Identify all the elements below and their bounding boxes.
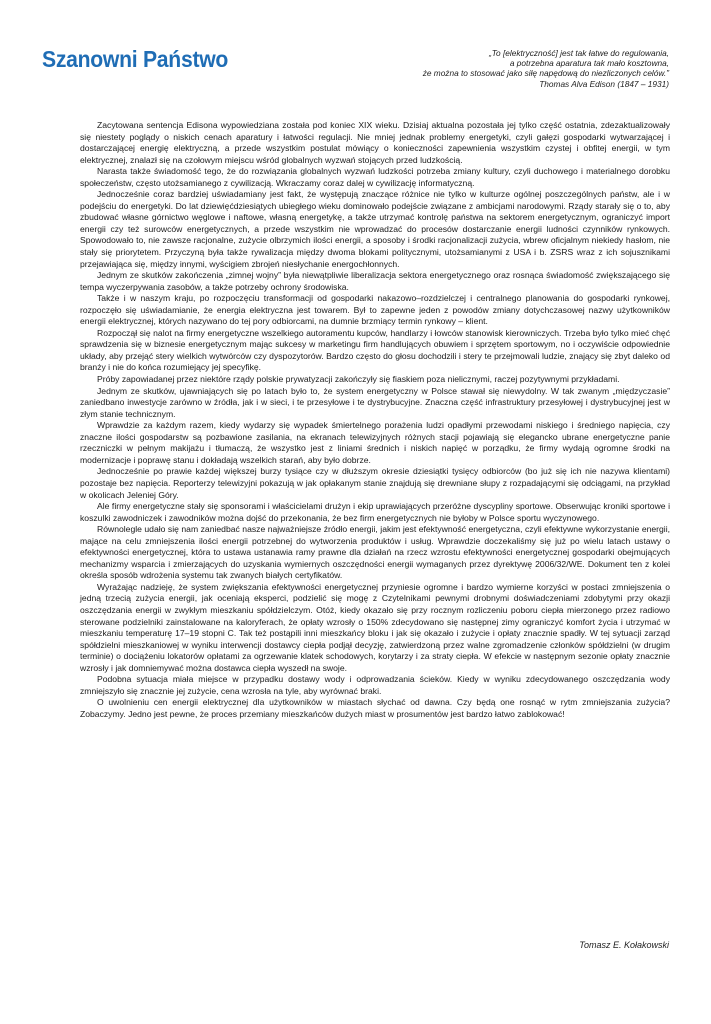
epigraph-line: że można to stosować jako siłę napędową do niezliczonych celów.” [422, 68, 669, 79]
paragraph: Wyrażając nadzieję, że system zwiększania efektywności energetycznej przyniesie ogromne i bardzo wymierne korzyści w postaci zmniejszenia o jedną trzecią zużycia energii, jak oceniają eksperci, podzielić się mogę z Czytelnikami pewnymi drobnymi doświadczeniami zdobytymi przy okazji oszczędzania energii w zwykłym mieszkaniu spółdzielczym. Otóż, kiedy okazało się przy rocznym rozliczeniu poboru ciepła mierzonego przez radiowo sterowane podzielniki zainstalowane na kaloryferach, że opłaty wzrosły o 150% zdecydowano się następnej zimy ograniczyć komfort życia i utrzymać w mieszkaniu temperaturę 17–19 stopni C. Tak też postąpili inni mieszkańcy bloku i jak się okazało i zużycie i opłaty znacznie spadły. W tej sytuacji zarząd spółdzielni mieszkaniowej w wyniku interwencji dostawcy ciepła podjął decyzję, zatwierdzoną przez walne zgromadzenie członków spółdzielni (w drugim terminie) o dociążeniu lokatorów opłatami za ogrzewanie klatek schodowych, korytarzy i za straty ciepła. W efekcie w następnym sezonie opłaty znacznie wzrosły i jak domniemywać można dostawca ciepła wyszedł na swoje. [80, 581, 670, 673]
epigraph-attribution: Thomas Alva Edison (1847 – 1931) [539, 78, 669, 89]
epigraph-quote [339, 48, 669, 89]
epigraph-line: „To [elektryczność] jest tak łatwe do regulowania, [488, 48, 669, 58]
paragraph: Jednym ze skutków zakończenia „zimnej wojny” była niewątpliwie liberalizacja sektora energetycznego oraz rosnąca świadomość zwiększającego się tempa wyczerpywania zasobów, a także potrzeby ochrony środowiska. [80, 270, 670, 292]
paragraph: Równolegle udało się nam zaniedbać nasze najważniejsze źródło energii, jakim jest efektywność energetyczna, czyli efektywne wykorzystanie energii, mające na celu zmniejszenia ilości energii potrzebnej do wytworzenia produktów i usług. Wprawdzie doczekaliśmy się już po wielu latach ustawy o efektywności energetycznej, która to ustawa ustanawia ramy prawne dla działań na rzecz wzrostu efektywności energetycznej gospodarki obejmujących mechanizmy wsparcia i zmierzających do uzyskania wymiernych oszczędności energii wymaganych przez dyrektywę 2006/32/WE. Dokument ten z kolei określa sposób wdrożenia systemu tak zwanych białych certyfikatów. [80, 524, 670, 581]
paragraph: Jednocześnie po prawie każdej większej burzy tysiące czy w dłuższym okresie dziesiątki tysięcy odbiorców (bo już się ich nie nazywa klientami) pozostaje bez napięcia. Reporterzy telewizyjni pokazują w jak opłakanym stanie znajdują się drewniane słupy z rozpadającymi się odciągami, na przykład w okolicach Jeleniej Góry. [80, 466, 670, 500]
epigraph-line: a potrzebna aparatura tak mało kosztowna, [509, 58, 669, 69]
paragraph: Ale firmy energetyczne stały się sponsorami i właścicielami drużyn i ekip uprawiających przeróżne dyscypliny sportowe. Obserwując kroniki sportowe i koszulki zawodniczek i zawodników można dojść do przekonania, że bez firm energetycznych nie byłoby w Polsce sportu wyczynowego. [80, 501, 670, 523]
paragraph: Rozpoczął się nalot na firmy energetyczne wszelkiego autoramentu kupców, handlarzy i łowców stanowisk kierowniczych. Trzeba było tylko mieć chęć sprawdzenia się w biznesie energetycznym mając sukcesy w marketingu firm handlujących obuwiem i sprzętem sportowym, no i oczywiście odpowiednie układy, aby przejąć stery wielkich wytwórców czy dyspozytorów. Bardzo często do głosu dochodzili i stery te przejmowali ludzie, znający się zbyt daleko od branży i nie do końca rozumiejący jej specyfikę. [80, 327, 670, 373]
paragraph: Próby zapowiadanej przez niektóre rządy polskie prywatyzacji zakończyły się fiaskiem poza nielicznymi, raczej pozytywnymi przykładami. [97, 374, 620, 385]
paragraph: Jednym ze skutków, ujawniających się po latach było to, że system energetyczny w Polsce stawał się niewydolny. W tak zwanym „międzyczasie” zaniedbano inwestycje zarówno w źródła, jak i w sieci, i te przesyłowe i te dystrybucyjne. Znaczna część infrastruktury przesyłowej i dystrybucyjnej jest w złym stanie technicznym. [80, 385, 670, 419]
paragraph: Zacytowana sentencja Edisona wypowiedziana została pod koniec XIX wieku. Dzisiaj aktualna pozostała jej tylko część ostatnia, zdezaktualizowały się niestety poglądy o niskich cenach aparatury i łatwości regulacji. Nie mniej jednak problemy energetyki, czyli gałęzi gospodarki wytwarzającej i dostarczającej energię elektryczną, a przede wszystkim postulat mówiący o konieczności zapewnienia wszystkim czystej i obfitej energii, w tym elektrycznej, znalazł się na czołowym miejscu wśród globalnych wyzwań stojących przed ludzkością. [80, 120, 670, 165]
paragraph: Także i w naszym kraju, po rozpoczęciu transformacji od gospodarki nakazowo–rozdzielczej i centralnego planowania do gospodarki rynkowej, rozpoczęło się uświadamianie, że energia elektryczna jest towarem. Był to zapewne jeden z powodów zmiany dotychczasowej nazwy użytkowników energii elektrycznej, których nazywano do tej pory odbiorcami, na dumnie brzmiący termin rynkowy – klient. [80, 293, 670, 327]
paragraph: Wprawdzie za każdym razem, kiedy wydarzy się wypadek śmiertelnego porażenia ludzi opadłymi przewodami niskiego i średniego napięcia, czy znaczne ilości gospodarstw są pozbawione zasilania, na ekranach telewizyjnych różnych stacji pojawiają się elegancko ubrane energetyczne panie rzeczniczki w pełnym makijażu i tłumaczą, że wszystko jest z liniami średnich i niskich napięć w porządku, że firmy wydają ogromne środki na modernizacje i poprawę stanu i dokładają wszelkich starań, aby było dobrze. [80, 420, 670, 465]
paragraph: Podobna sytuacja miała miejsce w przypadku dostawy wody i odprowadzania ścieków. Kiedy w wyniku zdecydowanego oszczędzania wody zmniejszyło się znacznie jej zużycie, cena wzrosła na tyle, aby wyrównać braki. [80, 674, 670, 696]
paragraph: Narasta także świadomość tego, że do rozwiązania globalnych wyzwań ludzkości potrzeba zmiany kultury, czyli duchowego i materialnego dorobku społeczeństw, często utożsamianego z cywilizacją. Wkraczamy coraz dalej w cywilizację informatyczną. [80, 166, 670, 188]
page-title: Szanowni Państwo [42, 46, 229, 72]
author-signature: Tomasz E. Kołakowski [579, 940, 669, 950]
paragraph: Jednocześnie coraz bardziej uświadamiany jest fakt, że występują znaczące różnice nie tylko w kulturze ogólnej poszczególnych państw, ale i w podejściu do energetyki. Do lat dziewięćdziesiątych ubiegłego wieku dominowało podejście związane z ambicjami narodowymi. Rządy starały się o to, aby zbudować własne górnictwo węglowe i naftowe, własną energetykę, a także utrzymać kontrolę państwa na sektorem energetycznym, ograniczyć import energii czy też surowców energetycznych, a przede wszystkim nie wprowadzać do procesów dostarczanie energii ludności czynników rynkowych. Spowodowało to, nie zawsze racjonalne, zużycie olbrzymich ilości energii, a sposoby i środki racjonalizacji zużycia, wbrew oficjalnym niekiedy hasłom, nie stały się priorytetem. Przyczyną była także rywalizacja między dwoma blokami politycznymi, utożsamianymi z USA i b. ZSRS wraz z ich sojusznikami przejawiająca się, między innymi, wyścigiem zbrojeń niesłychanie energochłonnych. [80, 189, 670, 269]
paragraph: O uwolnieniu cen energii elektrycznej dla użytkowników w miastach słychać od dawna. Czy będą one rosnąć w rytm zmniejszania zużycia? Zobaczymy. Jedno jest pewne, że proces przemiany mieszkańców dużych miast w prosumentów jest bardzo łatwo zablokować! [80, 697, 670, 719]
article-body [80, 120, 670, 720]
